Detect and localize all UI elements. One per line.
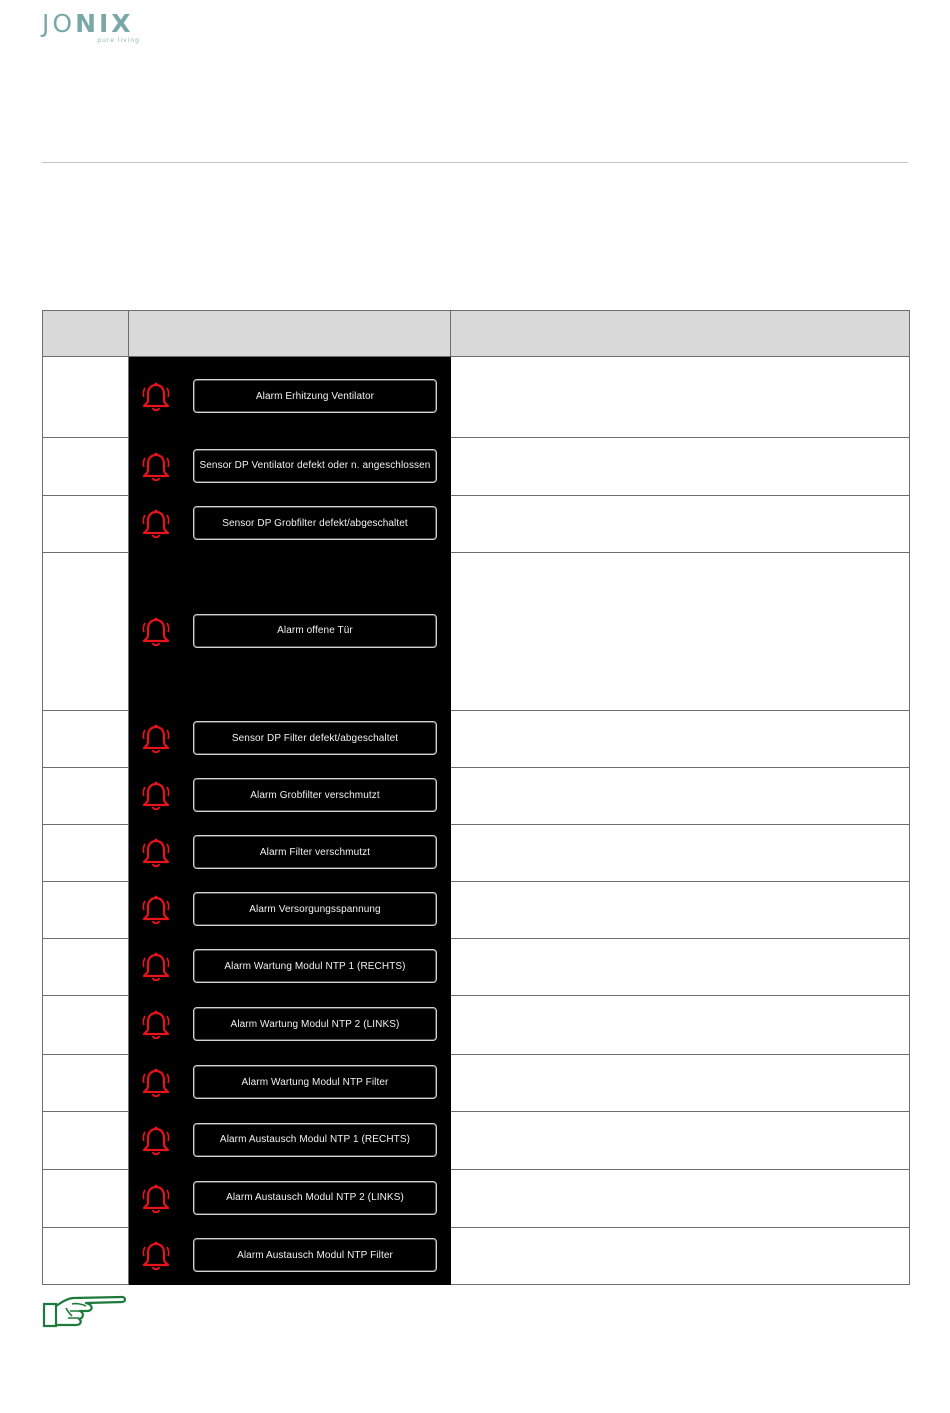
table-header-row xyxy=(43,311,910,357)
table-row xyxy=(43,496,910,553)
alarm-label-button[interactable]: Alarm Wartung Modul NTP Filter xyxy=(193,1065,437,1099)
alarm-label-button[interactable]: Alarm offene Tür xyxy=(193,614,437,648)
alarm-label-button[interactable]: Alarm Wartung Modul NTP 2 (LINKS) xyxy=(193,1007,437,1041)
row-number xyxy=(43,882,129,939)
alarm-description xyxy=(451,711,910,768)
alarm-display xyxy=(129,882,450,938)
header-description xyxy=(451,311,910,357)
header-number xyxy=(43,311,129,357)
bell-icon xyxy=(142,724,170,754)
row-number xyxy=(43,1112,129,1170)
logo-wordmark xyxy=(42,10,134,38)
bell-icon xyxy=(142,452,170,482)
alarm-label-button[interactable]: Alarm Austausch Modul NTP 1 (RECHTS) xyxy=(193,1123,437,1157)
table-row xyxy=(43,553,910,711)
alarm-label-button[interactable]: Sensor DP Ventilator defekt oder n. angeschlossen xyxy=(193,449,437,483)
alarm-display-cell xyxy=(129,711,451,768)
table-row xyxy=(43,438,910,496)
alarm-display-cell xyxy=(129,553,451,711)
alarm-display xyxy=(129,825,450,881)
row-number xyxy=(43,996,129,1055)
table-row xyxy=(43,996,910,1055)
logo-text-main: JO xyxy=(42,9,76,38)
alarm-display-cell xyxy=(129,825,451,882)
bell-icon xyxy=(142,895,170,925)
alarm-display xyxy=(129,438,450,495)
header-divider xyxy=(42,162,908,163)
alarm-description xyxy=(451,496,910,553)
alarm-display-cell xyxy=(129,1228,451,1285)
alarm-display-cell xyxy=(129,996,451,1055)
table-row xyxy=(43,939,910,996)
bell-icon xyxy=(142,838,170,868)
alarm-display-cell xyxy=(129,438,451,496)
alarm-display xyxy=(129,939,450,995)
bell-icon xyxy=(142,1010,170,1040)
alarm-description xyxy=(451,357,910,438)
alarm-label-button[interactable]: Sensor DP Filter defekt/abgeschaltet xyxy=(193,721,437,755)
alarm-display-cell xyxy=(129,496,451,553)
table-row xyxy=(43,825,910,882)
pointing-hand-icon xyxy=(42,1290,126,1330)
bell-icon xyxy=(142,617,170,647)
alarm-display-cell xyxy=(129,1170,451,1228)
bell-icon xyxy=(142,781,170,811)
row-number xyxy=(43,438,129,496)
row-number xyxy=(43,496,129,553)
alarm-display xyxy=(129,496,450,552)
logo-tagline: pure living xyxy=(97,37,140,44)
alarm-label-button[interactable]: Sensor DP Grobfilter defekt/abgeschaltet xyxy=(193,506,437,540)
row-number xyxy=(43,711,129,768)
alarm-display xyxy=(129,996,450,1054)
alarm-table xyxy=(42,310,910,1285)
alarm-description xyxy=(451,768,910,825)
alarm-display-cell xyxy=(129,1055,451,1112)
logo-text-bold: NIX xyxy=(75,9,134,38)
alarm-display xyxy=(129,1228,450,1284)
bell-icon xyxy=(142,1184,170,1214)
alarm-description xyxy=(451,996,910,1055)
alarm-description xyxy=(451,882,910,939)
table-row xyxy=(43,1055,910,1112)
alarm-display xyxy=(129,1055,450,1111)
row-number xyxy=(43,357,129,438)
row-number xyxy=(43,1228,129,1285)
alarm-display-cell xyxy=(129,939,451,996)
jonix-logo xyxy=(42,10,142,44)
table-row xyxy=(43,882,910,939)
alarm-label-button[interactable]: Alarm Austausch Modul NTP Filter xyxy=(193,1238,437,1272)
alarm-display xyxy=(129,357,450,437)
alarm-description xyxy=(451,1170,910,1228)
alarm-label-button[interactable]: Alarm Wartung Modul NTP 1 (RECHTS) xyxy=(193,949,437,983)
alarm-display xyxy=(129,711,450,767)
bell-icon xyxy=(142,952,170,982)
table-row xyxy=(43,1170,910,1228)
alarm-description xyxy=(451,1055,910,1112)
alarm-label-button[interactable]: Alarm Versorgungsspannung xyxy=(193,892,437,926)
row-number xyxy=(43,1055,129,1112)
table-row xyxy=(43,1112,910,1170)
alarm-label-button[interactable]: Alarm Grobfilter verschmutzt xyxy=(193,778,437,812)
row-number xyxy=(43,1170,129,1228)
row-number xyxy=(43,553,129,711)
alarm-description xyxy=(451,553,910,711)
alarm-display-cell xyxy=(129,357,451,438)
table-row xyxy=(43,357,910,438)
alarm-display xyxy=(129,768,450,824)
alarm-display xyxy=(129,1112,450,1169)
alarm-display xyxy=(129,553,450,710)
table-row xyxy=(43,711,910,768)
header-display xyxy=(129,311,451,357)
alarm-label-button[interactable]: Alarm Filter verschmutzt xyxy=(193,835,437,869)
bell-icon xyxy=(142,509,170,539)
alarm-description xyxy=(451,438,910,496)
bell-icon xyxy=(142,1068,170,1098)
alarm-table-body xyxy=(43,357,910,1285)
alarm-label-button[interactable]: Alarm Austausch Modul NTP 2 (LINKS) xyxy=(193,1181,437,1215)
alarm-description xyxy=(451,1228,910,1285)
bell-icon xyxy=(142,1126,170,1156)
row-number xyxy=(43,825,129,882)
table-row xyxy=(43,768,910,825)
alarm-description xyxy=(451,825,910,882)
table-row xyxy=(43,1228,910,1285)
alarm-display-cell xyxy=(129,768,451,825)
alarm-label-button[interactable]: Alarm Erhitzung Ventilator xyxy=(193,379,437,413)
alarm-display xyxy=(129,1170,450,1227)
row-number xyxy=(43,939,129,996)
row-number xyxy=(43,768,129,825)
alarm-display-cell xyxy=(129,882,451,939)
bell-icon xyxy=(142,382,170,412)
alarm-description xyxy=(451,939,910,996)
bell-icon xyxy=(142,1241,170,1271)
alarm-display-cell xyxy=(129,1112,451,1170)
alarm-description xyxy=(451,1112,910,1170)
